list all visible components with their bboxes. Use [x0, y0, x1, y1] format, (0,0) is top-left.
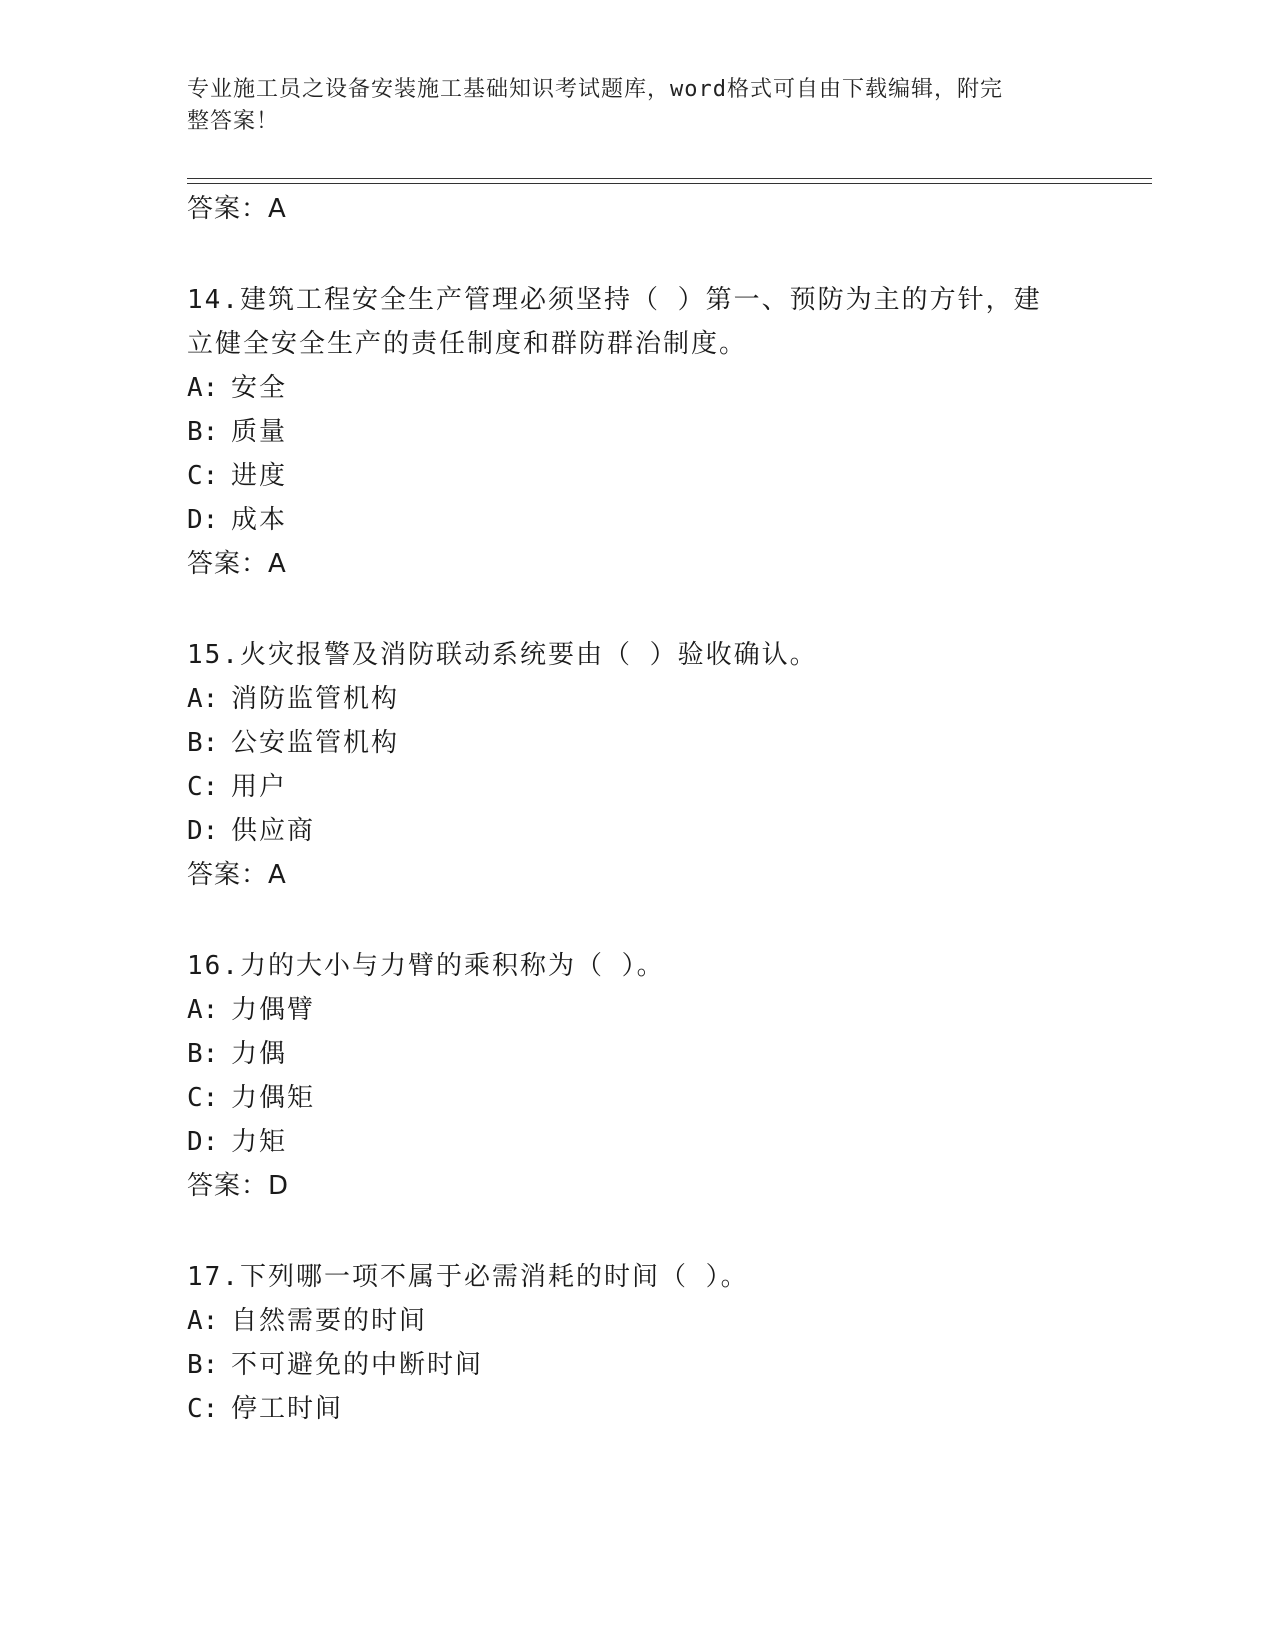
question-stem: 17.下列哪一项不属于必需消耗的时间（ ）。 — [187, 1262, 749, 1292]
header-divider-top — [187, 178, 1152, 179]
option-a — [187, 1304, 427, 1338]
option-text: 供应商 — [231, 816, 316, 846]
option-label: C: — [187, 1394, 219, 1424]
question-stem: 16.力的大小与力臂的乘积称为（ ）。 — [187, 951, 665, 981]
option-text: 成本 — [231, 505, 288, 535]
option-text: 公安监管机构 — [231, 728, 400, 758]
question-stem: 立健全安全生产的责任制度和群防群治制度。 — [187, 329, 748, 359]
option-text: 安全 — [231, 373, 288, 403]
option-b — [187, 726, 399, 760]
option-a — [187, 682, 399, 716]
option-text: 力矩 — [231, 1127, 288, 1157]
answer: 答案：A — [187, 549, 287, 579]
answer: 答案：A — [187, 860, 287, 890]
header-divider-bottom — [187, 183, 1152, 184]
option-label: D: — [187, 1127, 219, 1157]
option-text: 进度 — [231, 461, 288, 491]
option-text: 用户 — [231, 772, 288, 802]
option-label: D: — [187, 816, 219, 846]
option-c — [187, 770, 287, 804]
question-stem: 14.建筑工程安全生产管理必须坚持（ ）第一、预防为主的方针，建 — [187, 285, 1042, 315]
option-a — [187, 993, 315, 1027]
option-b — [187, 1348, 483, 1382]
option-d — [187, 814, 315, 848]
option-text: 消防监管机构 — [231, 684, 400, 714]
option-label: C: — [187, 461, 219, 491]
option-label: B: — [187, 1350, 219, 1380]
option-text: 力偶臂 — [231, 995, 316, 1025]
option-b — [187, 1037, 287, 1071]
option-text: 力偶矩 — [231, 1083, 316, 1113]
option-text: 停工时间 — [231, 1394, 344, 1424]
option-text: 自然需要的时间 — [231, 1306, 428, 1336]
option-text: 不可避免的中断时间 — [231, 1350, 484, 1380]
option-label: B: — [187, 417, 219, 447]
option-label: B: — [187, 728, 219, 758]
header-line-1: 专业施工员之设备安装施工基础知识考试题库，word格式可自由下载编辑，附完 — [187, 77, 1003, 102]
option-a — [187, 371, 287, 405]
option-text: 力偶 — [231, 1039, 288, 1069]
option-text: 质量 — [231, 417, 288, 447]
option-c — [187, 1081, 315, 1115]
option-d — [187, 503, 287, 537]
option-label: A: — [187, 373, 219, 403]
option-d — [187, 1125, 287, 1159]
option-label: D: — [187, 505, 219, 535]
option-c — [187, 459, 287, 493]
header-line-2: 整答案！ — [187, 109, 280, 134]
option-label: C: — [187, 772, 219, 802]
answer-prev: 答案：A — [187, 194, 287, 224]
option-label: A: — [187, 684, 219, 714]
question-stem: 15.火灾报警及消防联动系统要由（ ）验收确认。 — [187, 640, 818, 670]
option-label: A: — [187, 1306, 219, 1336]
answer: 答案：D — [187, 1171, 290, 1201]
option-label: B: — [187, 1039, 219, 1069]
option-label: C: — [187, 1083, 219, 1113]
option-c — [187, 1392, 343, 1426]
option-b — [187, 415, 287, 449]
document-header — [187, 74, 1067, 138]
option-label: A: — [187, 995, 219, 1025]
